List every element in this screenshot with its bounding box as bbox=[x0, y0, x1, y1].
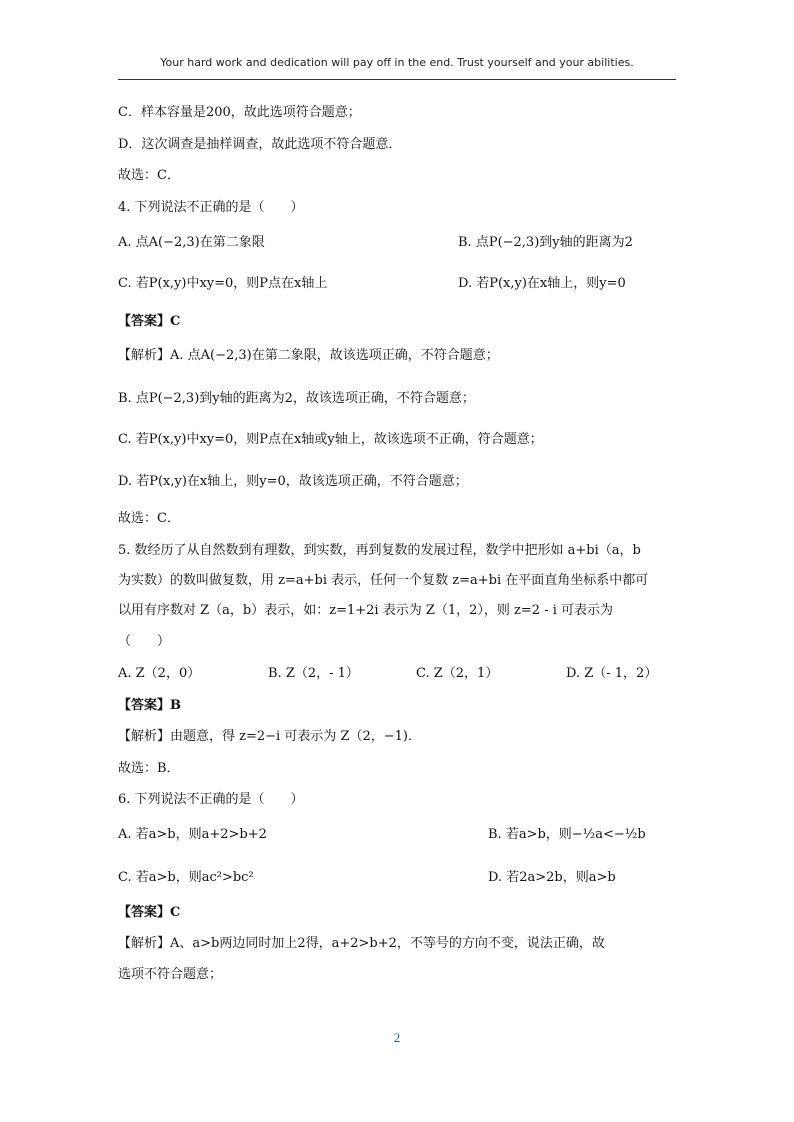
q4-analysis: B. 点P(−2,3)到y轴的距离为2，故该选项正确，不符合题意； bbox=[118, 391, 475, 406]
q6-option-b: B. 若a>b，则−½a<−½b bbox=[488, 827, 646, 842]
q6-answer: 【答案】C bbox=[118, 905, 181, 920]
q5-stem: 5. 数经历了从自然数到有理数，到实数，再到复数的发展过程，数学中把形如 a+bi（a，b bbox=[118, 543, 641, 558]
q4-answer: 【答案】C bbox=[118, 314, 181, 329]
q4-option-a: A. 点A(−2,3)在第二象限 bbox=[118, 235, 265, 250]
q5-stem: 为实数）的数叫做复数，用 z=a+bi 表示，任何一个复数 z=a+bi 在平面直角坐标系中都可 bbox=[118, 573, 649, 588]
page-number: 2 bbox=[393, 1030, 401, 1045]
q6-option-a: A. 若a>b，则a+2>b+2 bbox=[118, 827, 267, 842]
text-line: 故选：C． bbox=[118, 168, 180, 183]
q6-option-d: D. 若2a>2b，则a>b bbox=[488, 870, 616, 885]
q4-option-b: B. 点P(−2,3)到y轴的距离为2 bbox=[458, 235, 633, 250]
text-line: D．这次调查是抽样调查，故此选项不符合题意． bbox=[118, 137, 402, 152]
q4-analysis: D. 若P(x,y)在x轴上，则y=0，故该选项正确，不符合题意； bbox=[118, 474, 468, 489]
q6-analysis: 选项不符合题意； bbox=[118, 967, 223, 982]
q5-analysis: 【解析】由题意，得 z=2−i 可表示为 Z（2，−1)． bbox=[118, 729, 421, 744]
q5-stem: （ ） bbox=[118, 634, 171, 649]
q4-analysis: C. 若P(x,y)中xy=0，则P点在x轴或y轴上，故该选项不正确，符合题意； bbox=[118, 432, 543, 447]
q5-stem: 以用有序数对 Z（a，b）表示，如：z=1+2i 表示为 Z（1，2），则 z=2 - i 可表示为 bbox=[118, 603, 614, 618]
q5-option-b: B. Z（2，- 1） bbox=[268, 666, 359, 681]
q5-option-d: D. Z（- 1，2） bbox=[566, 666, 658, 681]
header-motto: Your hard work and dedication will pay off in the end. Trust yourself and your abilities. bbox=[160, 56, 634, 69]
q6-analysis: 【解析】A、a>b两边同时加上2得，a+2>b+2，不等号的方向不变，说法正确，故 bbox=[118, 936, 605, 951]
q4-option-c: C. 若P(x,y)中xy=0，则P点在x轴上 bbox=[118, 276, 328, 291]
text-line: C．样本容量是200，故此选项符合题意； bbox=[118, 105, 361, 120]
q4-stem: 4. 下列说法不正确的是（ ） bbox=[118, 200, 304, 215]
q4-option-d: D. 若P(x,y)在x轴上，则y=0 bbox=[458, 276, 626, 291]
q5-conclusion: 故选：B． bbox=[118, 761, 180, 776]
q6-stem: 6. 下列说法不正确的是（ ） bbox=[118, 792, 304, 807]
q5-option-c: C. Z（2，1） bbox=[416, 666, 499, 681]
q5-answer: 【答案】B bbox=[118, 698, 181, 713]
q4-analysis: 【解析】A. 点A(−2,3)在第二象限，故该选项正确，不符合题意； bbox=[118, 348, 499, 363]
header-divider bbox=[118, 79, 676, 80]
q5-option-a: A. Z（2，0） bbox=[118, 666, 201, 681]
q6-option-c: C. 若a>b，则ac²>bc² bbox=[118, 870, 254, 885]
q4-conclusion: 故选：C． bbox=[118, 511, 180, 526]
